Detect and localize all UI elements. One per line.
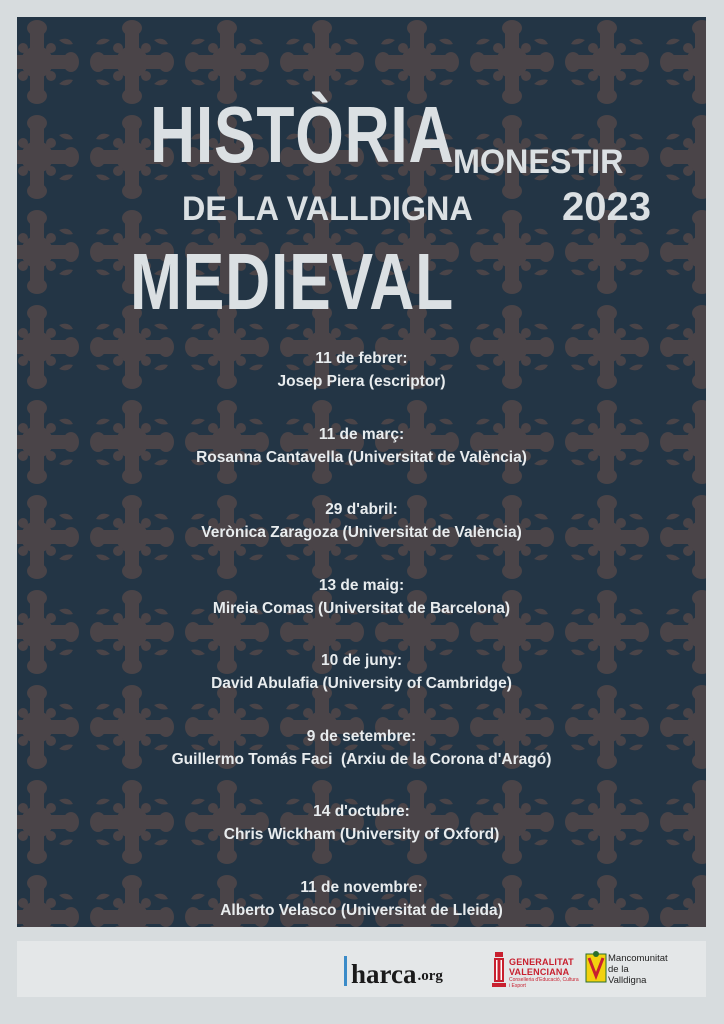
pattern-motif [565, 20, 649, 104]
event-item [17, 725, 706, 801]
event-speaker: Rosanna Cantavella (Universitat de València) [196, 448, 527, 466]
event-item [17, 423, 706, 499]
pattern-motif [660, 20, 706, 104]
event-speaker: Chris Wickham (University of Oxford) [223, 826, 500, 843]
gva-line1: GENERALITAT [509, 957, 574, 967]
event-item [17, 800, 706, 876]
pattern-motif [17, 115, 79, 199]
harca-bar-icon [344, 956, 347, 986]
event-speaker: Guillermo Tomás Faci (Arxiu de la Corona d'Aragó) [171, 750, 552, 768]
harca-tld: .org [417, 968, 443, 984]
title-monestir: MONESTIR [453, 143, 624, 181]
event-date: 11 de març: [318, 425, 405, 443]
event-date: 14 d'octubre: [313, 803, 410, 820]
title-year: 2023 [562, 185, 651, 229]
poster [17, 17, 706, 927]
event-item [17, 498, 706, 574]
mancomunitat-emblem-icon [585, 950, 607, 984]
event-date: 11 de novembre: [300, 878, 423, 896]
generalitat-emblem-icon [492, 952, 506, 988]
mancomunitat-text [608, 953, 668, 986]
event-item [17, 876, 706, 928]
mancom-line3: Valldigna [608, 975, 647, 986]
event-date: 10 de juny: [321, 652, 402, 669]
pattern-motif [17, 20, 79, 104]
event-speaker: Alberto Velasco (Universitat de Lleida) [220, 901, 503, 919]
title-de-la-valldigna: DE LA VALLDIGNA [182, 190, 473, 228]
event-speaker: Mireia Comas (Universitat de Barcelona) [212, 599, 511, 617]
event-item [17, 649, 706, 725]
generalitat-logo[interactable] [492, 950, 582, 990]
pattern-motif [470, 20, 554, 104]
title-medieval: MEDIEVAL [130, 237, 455, 326]
pattern-motif [660, 210, 706, 294]
harca-name: harca [351, 959, 417, 989]
event-item [17, 574, 706, 650]
pattern-motif [17, 210, 79, 294]
event-date: 11 de febrer: [315, 350, 408, 367]
event-speaker: Verònica Zaragoza (Universitat de València) [201, 524, 522, 541]
event-date: 9 de setembre: [306, 727, 417, 745]
pattern-motif [660, 115, 706, 199]
event-date: 13 de maig: [318, 576, 405, 594]
event-speaker: Josep Piera (escriptor) [277, 373, 446, 390]
events-list [17, 347, 706, 927]
event-speaker: David Abulafia (University of Cambridge) [211, 675, 512, 692]
event-item [17, 347, 706, 423]
title-historia: HISTÒRIA [150, 90, 455, 179]
mancom-line2: de la [608, 964, 629, 975]
pattern-motif [470, 210, 554, 294]
harca-logo[interactable] [344, 954, 443, 988]
mancom-line1: Mancomunitat [608, 953, 668, 964]
gva-line2: VALENCIANA [509, 967, 570, 977]
event-date: 29 d'abril: [325, 501, 398, 518]
gva-line3: Conselleria d'Educació, Cultura i Esport [509, 977, 579, 989]
